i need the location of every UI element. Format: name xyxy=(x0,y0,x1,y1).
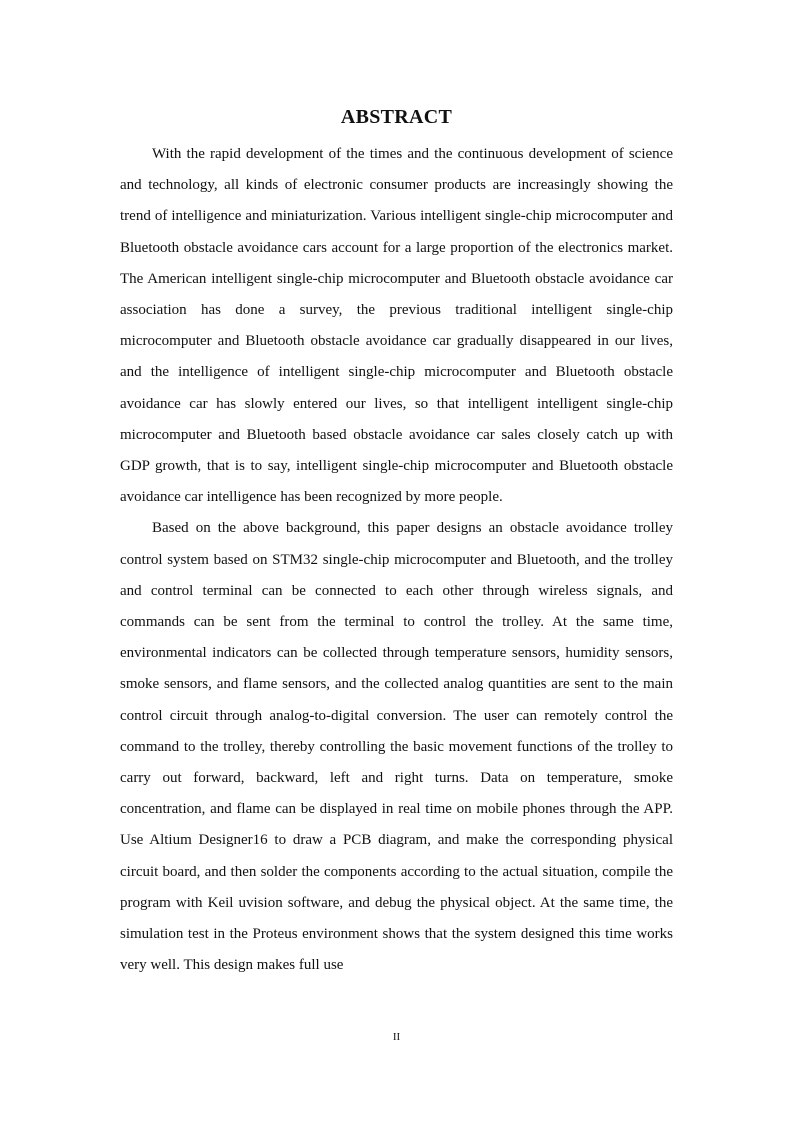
paragraph-2: Based on the above background, this paper designs an obstacle avoidance trolley control system based on STM32 single-chip microcomputer and Bluetooth, and the trolley and control terminal can be connected to each other through wireless signals, and commands can be sent from the terminal to control the trolley. At the same time, environmental indicators can be collected through temperature sensors, humidity sensors, smoke sensors, and flame sensors, and the collected analog quantities are sent to the main control circuit through analog-to-digital conversion. The user can remotely control the command to the trolley, thereby controlling the basic movement functions of the trolley to carry out forward, backward, left and right turns. Data on temperature, smoke concentration, and flame can be displayed in real time on mobile phones through the APP. Use Altium Designer16 to draw a PCB diagram, and make the corresponding physical circuit board, and then solder the components according to the actual situation, compile the program with Keil uvision software, and debug the physical object. At the same time, the simulation test in the Proteus environment shows that the system designed this time works very well. This design makes full use xyxy=(120,520,673,974)
abstract-body xyxy=(120,139,673,981)
page-number: II xyxy=(392,1031,401,1043)
page-title: ABSTRACT xyxy=(340,106,453,128)
paragraph-1: With the rapid development of the times and the continuous development of science and technology, all kinds of electronic consumer products are increasingly showing the trend of intelligence and miniaturization. Various intelligent single-chip microcomputer and Bluetooth obstacle avoidance cars account for a large proportion of the electronics market. The American intelligent single-chip microcomputer and Bluetooth obstacle avoidance car association has done a survey, the previous traditional intelligent single-chip microcomputer and Bluetooth obstacle avoidance car gradually disappeared in our lives, and the intelligence of intelligent single-chip microcomputer and Bluetooth obstacle avoidance car has slowly entered our lives, so that intelligent intelligent single-chip microcomputer and Bluetooth based obstacle avoidance car sales closely catch up with GDP growth, that is to say, intelligent single-chip microcomputer and Bluetooth obstacle avoidance car intelligence has been recognized by more people. xyxy=(120,146,673,506)
